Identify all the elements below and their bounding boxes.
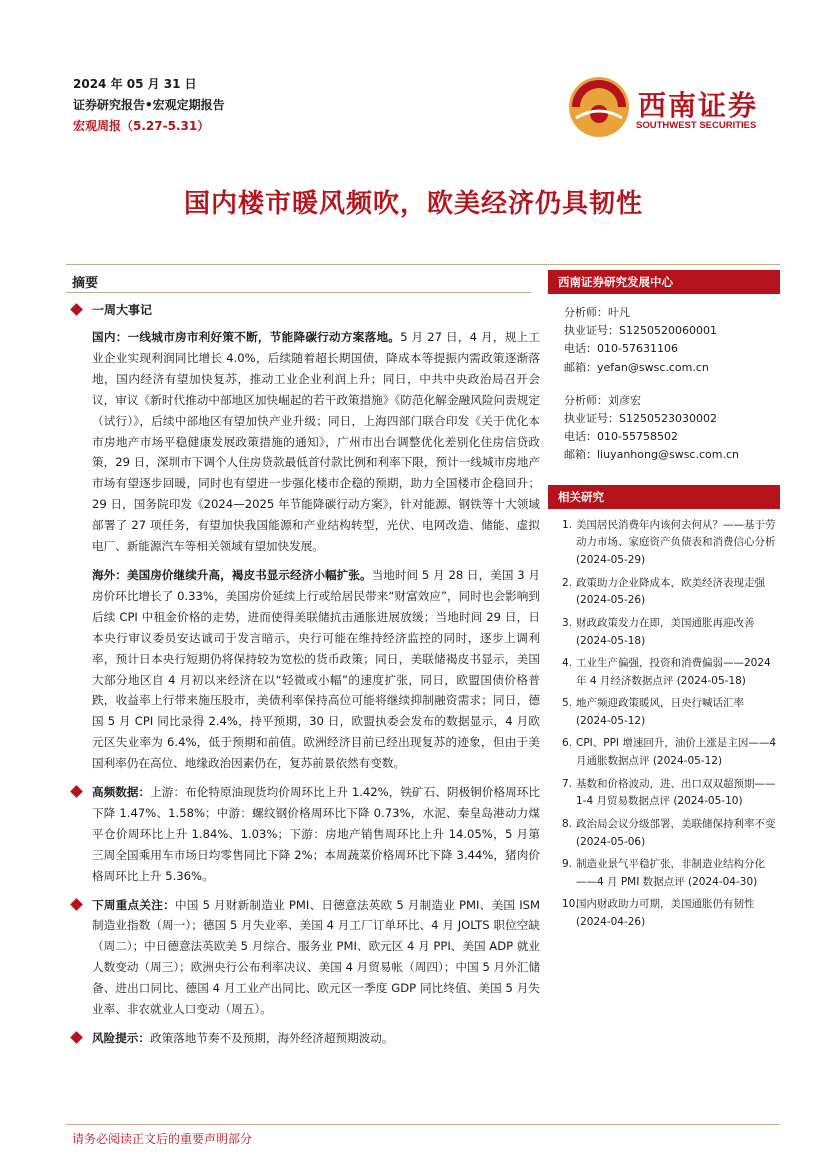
report-type: 证券研究报告•宏观定期报告 — [73, 98, 225, 112]
abstract-body — [72, 300, 540, 1049]
high-frequency-paragraph — [92, 782, 540, 887]
analyst-email[interactable]: 邮箱：liuyanhong@swsc.com.cn — [564, 448, 739, 462]
divider — [66, 264, 780, 265]
diamond-bullet-icon — [70, 1031, 83, 1044]
logo-name-cn: 西南证券 — [638, 89, 759, 122]
list-item[interactable]: 1. 美国居民消费年内该何去何从？——基于劳动力市场、家庭资产负债表和消费信心分析 (2024-05-29) — [562, 518, 776, 567]
list-item[interactable]: 10. 国内财政助力可期，美国通胀仍有韧性 (2024-04-26) — [562, 898, 755, 928]
analyst-license: 执业证号：S1250520060001 — [564, 324, 717, 338]
list-item[interactable]: 6. CPI、PPI 增速回升，油价上涨是主因——4 月通胀数据点评 (2024-05-12) — [562, 737, 777, 768]
list-item[interactable]: 2. 政策助力企业降成本，欧美经济表现走强 (2024-05-26) — [562, 576, 765, 607]
list-item[interactable]: 7. 基数和价格波动，进、出口双双超预期——1-4 月贸易数据点评 (2024-05-10) — [562, 777, 776, 808]
domestic-lead: 国内：一线城市房市利好策不断，节能降碳行动方案落地。 — [92, 330, 401, 344]
overseas-body: 当地时间 5 月 28 日，美国 3 月房价环比增长了 0.33%，美国房价延续上行或给居民带来“财富效应”，同时也会影响到后续 CPI 中租金价格的走势，进而使得美联储抗击通胀进展放缓；当地时间 29 日，日本央行审议委员安达诚司于发言暗示，央行可能在维持经济监控的同时，逐步上调利率，预计日本央行短期仍将保持较为宽松的货币政策；同日，美联储褐皮书显示，美国大部分地区自 4 月初以来经济在以“轻微或小幅”的速度扩张，同日，欧盟国债价格普跌，收益率上行带来施压股市，美债利率保持高位可能将继续抑制融资需求；同日，德国 5 月 CPI 同比录得 2.4%，持平预期，30 日，欧盟执委会发布的数据显示，4 月欧元区失业率为 6.4%，低于预期和前值。欧洲经济目前已经出现复苏的迹象，但由于美国利率仍在高位、地缘政治因素仍在，复苏前景依然有变数。 — [92, 567, 540, 771]
related-research-heading: 相关研究 — [548, 485, 780, 509]
report-series: 宏观周报（5.27-5.31） — [73, 119, 210, 133]
sidebar — [548, 270, 780, 936]
abstract-heading: 摘要 — [72, 276, 99, 291]
report-title: 国内楼市暖风频吹，欧美经济仍具韧性 — [183, 189, 643, 219]
list-item[interactable]: 3. 财政政策发力在即，美国通胀再迎改善 (2024-05-18) — [562, 616, 755, 647]
week-events-section — [72, 300, 540, 774]
analyst-phone: 电话：010-57631106 — [564, 342, 678, 356]
high-frequency-section — [72, 782, 540, 887]
high-frequency-body: 上游：布伦特原油现货均价周环比上升 1.42%，铁矿石、阴极铜价格周环比下降 1.47%、1.58%；中游：螺纹钢价格周环比下降 0.73%，水泥、秦皇岛港动力煤平仓价周环比上升 1.84%、1.03%；下游：房地产销售周环比上升 14.05%，5 月第三周全国乘用车市场日均零售同比下降 2%；本周蔬菜价格周环比下降 3.44%，猪肉价格周环比上升 5.36%。 — [92, 785, 540, 883]
overseas-lead: 海外：美国房价继续升高，褐皮书显示经济小幅扩张。 — [92, 567, 372, 582]
divider — [66, 292, 531, 293]
report-header — [73, 74, 225, 137]
risk-body: 政策落地节奏不及预期，海外经济超预期波动。 — [149, 1031, 394, 1045]
diamond-bullet-icon — [70, 303, 83, 316]
research-center-heading: 西南证券研究发展中心 — [548, 270, 780, 294]
week-events-heading: 一周大事记 — [92, 303, 153, 317]
analyst-info — [548, 304, 780, 465]
analyst-name: 分析师：刘彦宏 — [564, 393, 641, 407]
footer-disclaimer: 请务必阅读正文后的重要声明部分 — [72, 1132, 253, 1146]
report-date: 2024 年 05 月 31 日 — [73, 77, 197, 91]
list-item[interactable]: 8. 政治局会议分级部署，美联储保持利率不变 (2024-05-06) — [562, 817, 776, 848]
logo-mark-icon — [566, 74, 632, 140]
next-week-section — [72, 895, 540, 1020]
logo-name-en: SOUTHWEST SECURITIES — [636, 120, 757, 131]
analyst-license: 执业证号：S1250523030002 — [564, 412, 717, 426]
risk-lead: 风险提示： — [92, 1031, 150, 1045]
risk-paragraph — [92, 1028, 540, 1049]
analyst-name: 分析师：叶凡 — [564, 306, 630, 319]
domestic-paragraph — [92, 327, 540, 557]
domestic-body: 5 月 27 日，4 月，规上工业企业实现利润同比增长 4.0%，后续随着超长期国债，降成本等提振内需政策逐渐落地，国内经济有望加快复苏，推动工业企业利润上升；同日，中共中央政治局召开会议，审议《新时代推动中部地区加快崛起的若干政策措施》《防范化解金融风险问责规定（试行）》，后续中部地区有望加快产业升级；同日，上海四部门联合印发《关于优化本市房地产市场平稳健康发展政策措施的通知》，广州市出台调整优化差别化住房信贷政策，29 日，深圳市下调个人住房贷款最低首付款比例和利率下限，预计一线城市房地产市场有望逐步回暖，同时也有望进一步强化楼市企稳的预期，助力全国楼市企稳回升；29 日，国务院印发《2024—2025 年节能降碳行动方案》，针对能源、钢铁等十大领域部署了 27 项任务，有望加快我国能源和产业结构转型，光伏、电网改造、储能、虚拟电厂、新能源汽车等相关领域有望加快发展。 — [92, 330, 540, 554]
list-item[interactable]: 4. 工业生产偏强，投资和消费偏弱——2024 年 4 月经济数据点评 (2024-05-18) — [562, 656, 771, 687]
diamond-bullet-icon — [70, 785, 83, 798]
company-logo — [566, 74, 766, 140]
risk-section — [72, 1028, 540, 1049]
diamond-bullet-icon — [70, 898, 83, 911]
analyst-phone: 电话：010-55758502 — [564, 430, 678, 444]
list-item[interactable]: 9. 制造业景气平稳扩张，非制造业结构分化——4 月 PMI 数据点评 (2024-04-30) — [562, 857, 765, 888]
divider — [66, 1124, 780, 1125]
next-week-paragraph — [92, 895, 540, 1020]
high-frequency-lead: 高频数据： — [92, 785, 151, 800]
next-week-body: 中国 5 月财新制造业 PMI、日德意法英欧 5 月制造业 PMI、美国 ISM 制造业指数（周一）；德国 5 月失业率、美国 4 月工厂订单环比、4 月 JOLTS 职位空缺（周二）；中日德意法英欧美 5 月综合、服务业 PMI、欧元区 4 月 PPI、美国 ADP 就业人数变动（周三）；欧洲央行公布利率决议、美国 4 月贸易帐（周四）；中国 5 月外汇储备、进出口同比、德国 4 月工业产出同比、欧元区一季度 GDP 同比终值、美国 5 月失业率、非农就业人口变动（周五）。 — [92, 897, 540, 1017]
overseas-paragraph — [92, 565, 540, 774]
related-research-list — [548, 517, 780, 932]
analyst-email[interactable]: 邮箱：yefan@swsc.com.cn — [564, 360, 709, 374]
list-item[interactable]: 5. 地产频迎政策暖风，日央行喊话汇率 (2024-05-12) — [562, 697, 744, 727]
next-week-lead: 下周重点关注： — [92, 897, 175, 912]
